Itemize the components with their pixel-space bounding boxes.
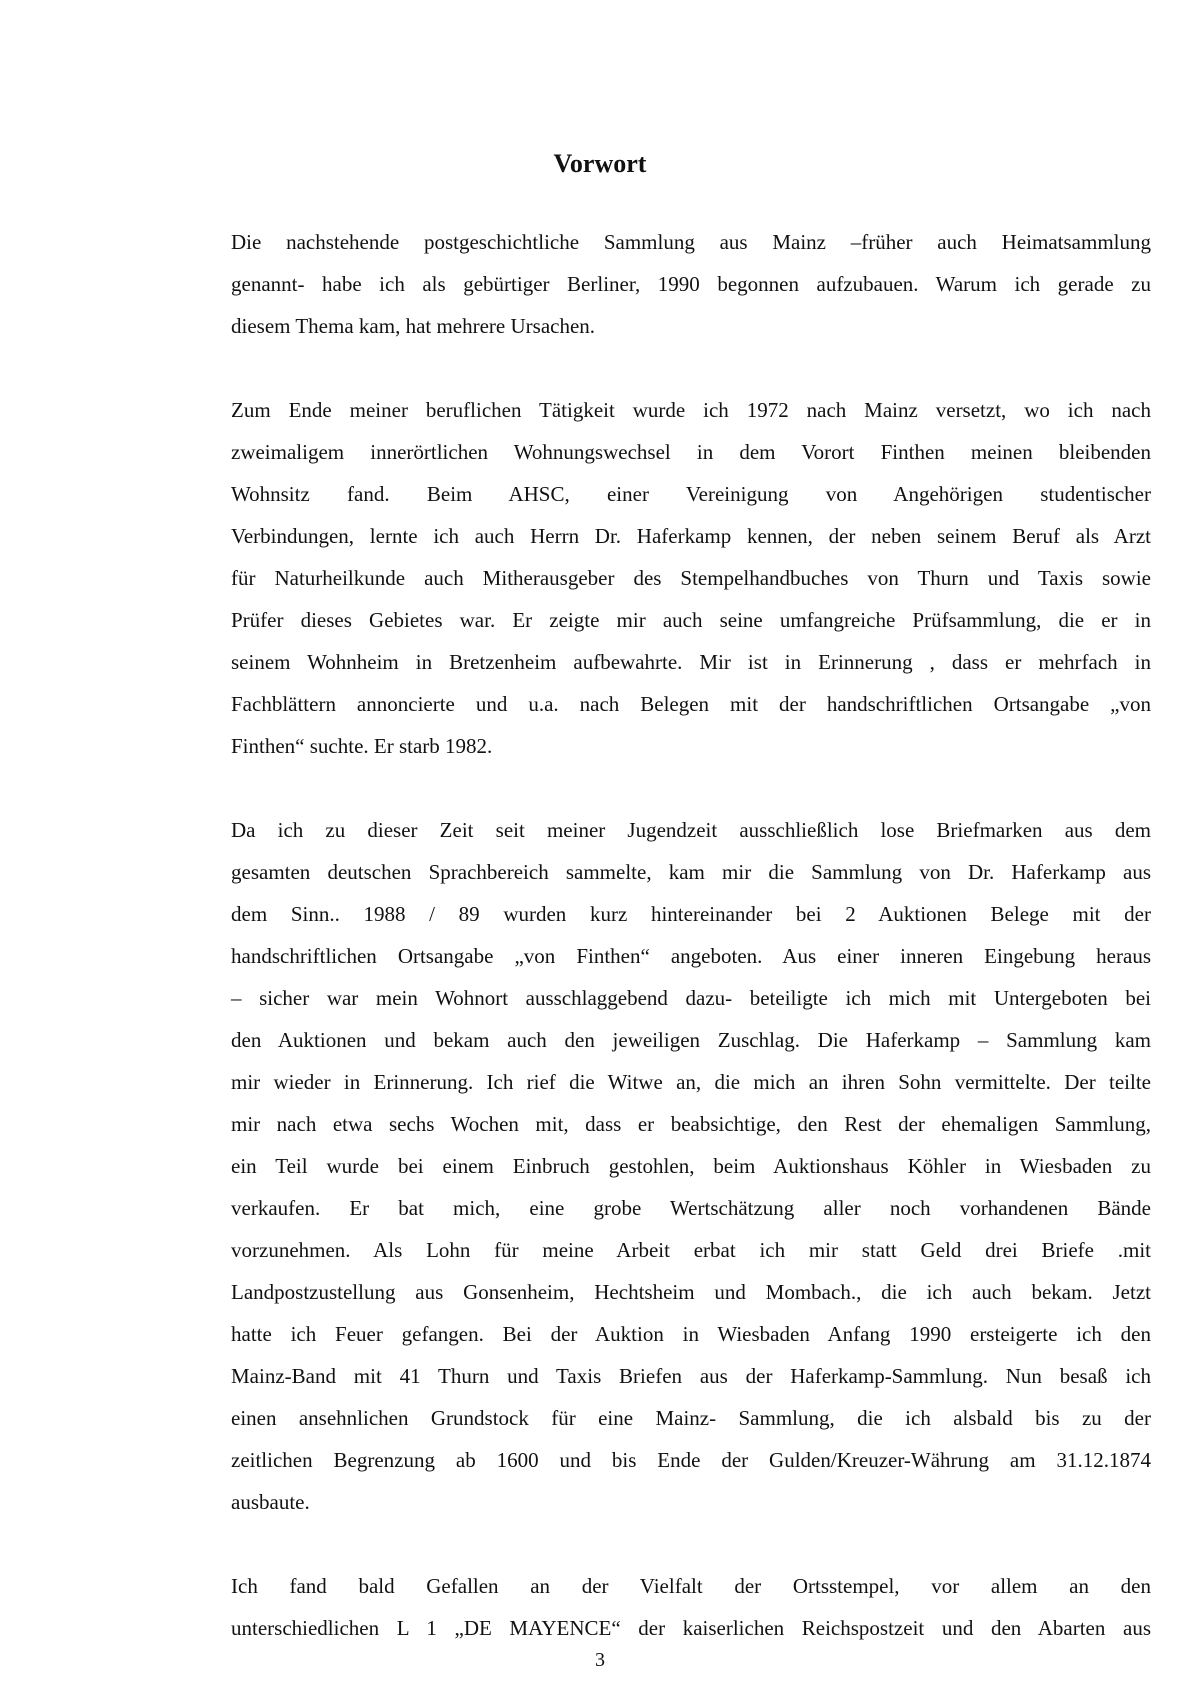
paragraph [231, 389, 1151, 767]
text-line: mir wieder in Erinnerung. Ich rief die Witwe an, die mich an ihren Sohn vermittelte. Der teilte [231, 1070, 1151, 1094]
text-line: Finthen“ suchte. Er starb 1982. [231, 734, 493, 758]
paragraph [231, 221, 1151, 347]
text-line: diesem Thema kam, hat mehrere Ursachen. [231, 314, 596, 338]
paragraph [231, 1565, 1151, 1649]
text-line: Zum Ende meiner beruflichen Tätigkeit wurde ich 1972 nach Mainz versetzt, wo ich nach [231, 398, 1151, 422]
text-line: Die nachstehende postgeschichtliche Sammlung aus Mainz –früher auch Heimatsammlung [231, 230, 1151, 254]
text-line: zeitlichen Begrenzung ab 1600 und bis Ende der Gulden/Kreuzer-Währung am 31.12.1874 [231, 1448, 1151, 1472]
page-number: 3 [595, 1649, 605, 1671]
text-line: zweimaligem innerörtlichen Wohnungswechsel in dem Vorort Finthen meinen bleibenden [231, 440, 1151, 464]
text-line: für Naturheilkunde auch Mitherausgeber des Stempelhandbuches von Thurn und Taxis sowie [231, 566, 1151, 590]
document-body [231, 221, 1151, 1691]
text-line: vorzunehmen. Als Lohn für meine Arbeit erbat ich mir statt Geld drei Briefe .mit [231, 1238, 1151, 1262]
text-line: Mainz-Band mit 41 Thurn und Taxis Briefen aus der Haferkamp-Sammlung. Nun besaß ich [231, 1364, 1151, 1388]
text-line: mir nach etwa sechs Wochen mit, dass er beabsichtige, den Rest der ehemaligen Sammlung, [231, 1112, 1151, 1136]
text-line: Ich fand bald Gefallen an der Vielfalt der Ortsstempel, vor allem an den [231, 1574, 1151, 1598]
text-line: Wohnsitz fand. Beim AHSC, einer Vereinigung von Angehörigen studentischer [231, 482, 1151, 506]
text-line: Da ich zu dieser Zeit seit meiner Jugendzeit ausschließlich lose Briefmarken aus dem [231, 818, 1151, 842]
paragraph [231, 809, 1151, 1523]
text-line: Prüfer dieses Gebietes war. Er zeigte mir auch seine umfangreiche Prüfsammlung, die er in [231, 608, 1151, 632]
text-line: ausbaute. [231, 1490, 310, 1514]
text-line: ein Teil wurde bei einem Einbruch gestohlen, beim Auktionshaus Köhler in Wiesbaden zu [231, 1154, 1151, 1178]
text-line: dem Sinn.. 1988 / 89 wurden kurz hintereinander bei 2 Auktionen Belege mit der [231, 902, 1151, 926]
text-line: handschriftlichen Ortsangabe „von Finthen“ angeboten. Aus einer inneren Eingebung heraus [231, 944, 1151, 968]
page-title: Vorwort [553, 149, 647, 178]
text-line: gesamten deutschen Sprachbereich sammelte, kam mir die Sammlung von Dr. Haferkamp aus [231, 860, 1151, 884]
text-line: verkaufen. Er bat mich, eine grobe Wertschätzung aller noch vorhandenen Bände [231, 1196, 1151, 1220]
text-line: Landpostzustellung aus Gonsenheim, Hechtsheim und Mombach., die ich auch bekam. Jetzt [231, 1280, 1151, 1304]
text-line: den Auktionen und bekam auch den jeweiligen Zuschlag. Die Haferkamp – Sammlung kam [231, 1028, 1151, 1052]
text-line: – sicher war mein Wohnort ausschlaggebend dazu- beteiligte ich mich mit Untergeboten bei [231, 986, 1151, 1010]
text-line: Verbindungen, lernte ich auch Herrn Dr. Haferkamp kennen, der neben seinem Beruf als Arzt [231, 524, 1151, 548]
text-line: seinem Wohnheim in Bretzenheim aufbewahrte. Mir ist in Erinnerung , dass er mehrfach in [231, 650, 1151, 674]
text-line: Fachblättern annoncierte und u.a. nach Belegen mit der handschriftlichen Ortsangabe „von [231, 692, 1151, 716]
text-line: einen ansehnlichen Grundstock für eine Mainz- Sammlung, die ich alsbald bis zu der [231, 1406, 1151, 1430]
text-line: unterschiedlichen L 1 „DE MAYENCE“ der kaiserlichen Reichspostzeit und den Abarten aus [231, 1616, 1151, 1640]
text-line: hatte ich Feuer gefangen. Bei der Auktion in Wiesbaden Anfang 1990 ersteigerte ich den [231, 1322, 1151, 1346]
text-line: genannt- habe ich als gebürtiger Berliner, 1990 begonnen aufzubauen. Warum ich gerade zu [231, 272, 1151, 296]
